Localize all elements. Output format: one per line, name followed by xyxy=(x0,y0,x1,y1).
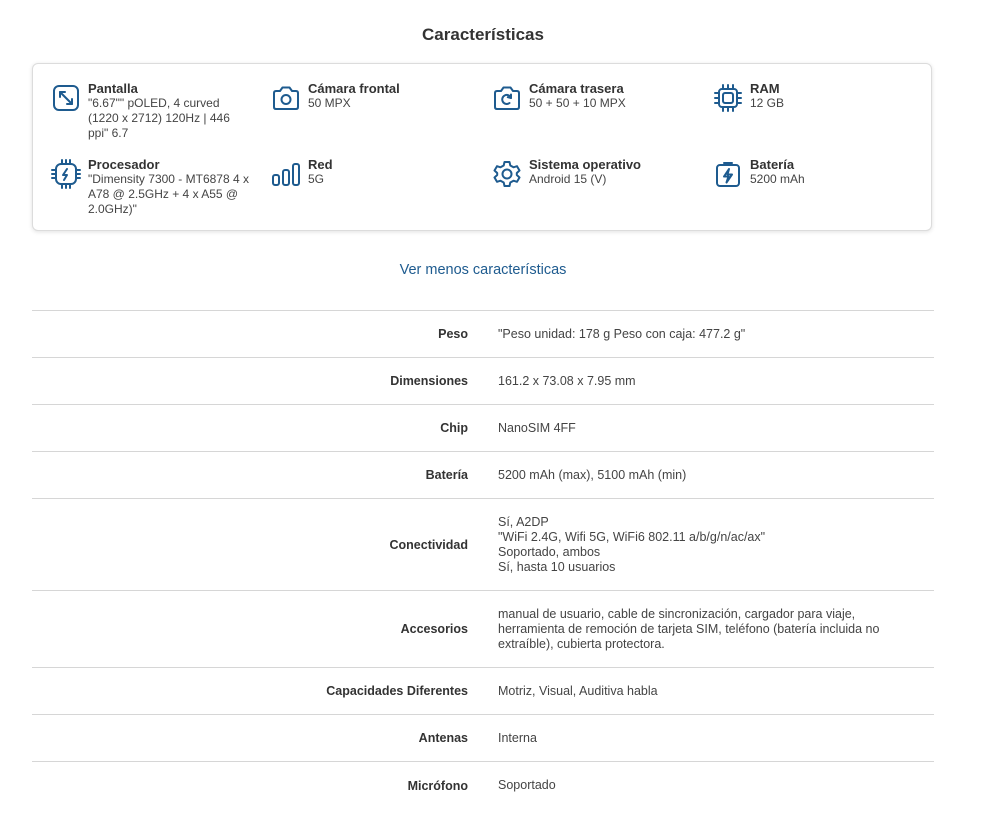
spec-key: Chip xyxy=(440,421,468,435)
table-row xyxy=(32,762,934,809)
feature-label: Batería xyxy=(750,157,795,172)
spec-key: Capacidades Diferentes xyxy=(326,684,468,698)
feature-label: Red xyxy=(308,157,333,172)
feature-pantalla xyxy=(51,81,253,141)
spec-value-line: Sí, A2DP xyxy=(498,514,549,529)
spec-value-line: Interna xyxy=(498,730,537,745)
features-card xyxy=(32,63,932,231)
table-row xyxy=(32,452,934,499)
spec-value xyxy=(498,421,908,436)
feature-value: Android 15 (V) xyxy=(529,172,607,186)
table-row xyxy=(32,715,934,762)
spec-value xyxy=(498,515,908,575)
feature-label: Procesador xyxy=(88,157,160,172)
spec-key: Micrófono xyxy=(407,778,468,793)
feature-procesador xyxy=(51,157,253,217)
feature-value: 5200 mAh xyxy=(750,172,805,186)
feature-value: 50 + 50 + 10 MPX xyxy=(529,96,626,110)
feature-value: "6.67"" pOLED, 4 curved (1220 x 2712) 120Hz | 446 ppi" 6.7 xyxy=(88,96,230,140)
processor-icon xyxy=(51,159,81,189)
spec-value xyxy=(498,374,908,389)
spec-key: Dimensiones xyxy=(390,374,468,388)
signal-bars-icon xyxy=(271,159,301,189)
spec-value-line: 5200 mAh (max), 5100 mAh (min) xyxy=(498,467,687,482)
spec-value xyxy=(498,731,908,746)
feature-sistema-operativo xyxy=(492,157,694,189)
table-row xyxy=(32,668,934,715)
table-row xyxy=(32,499,934,591)
feature-camara-frontal xyxy=(271,81,473,113)
feature-value: "Dimensity 7300 - MT6878 4 x A78 @ 2.5GHz + 4 x A55 @ 2.0GHz)" xyxy=(88,172,249,216)
spec-value-line: "Peso unidad: 178 g Peso con caja: 477.2 g" xyxy=(498,326,746,341)
spec-value-line: Soportado, ambos xyxy=(498,544,601,559)
feature-value: 5G xyxy=(308,172,325,186)
feature-value: 50 MPX xyxy=(308,96,351,110)
feature-bateria xyxy=(713,157,915,189)
gear-icon xyxy=(492,159,522,189)
spec-value xyxy=(498,778,908,793)
spec-key: Conectividad xyxy=(389,537,468,552)
camera-icon xyxy=(271,83,301,113)
spec-value-line: Motriz, Visual, Auditiva habla xyxy=(498,683,658,698)
spec-key: Antenas xyxy=(418,731,468,745)
spec-key: Batería xyxy=(425,468,468,482)
spec-value-line: 161.2 x 73.08 x 7.95 mm xyxy=(498,373,636,388)
feature-label: Sistema operativo xyxy=(529,157,641,172)
spec-value xyxy=(498,327,908,342)
table-row xyxy=(32,311,934,358)
spec-value-line: Sí, hasta 10 usuarios xyxy=(498,559,616,574)
table-row xyxy=(32,405,934,452)
spec-value-line: manual de usuario, cable de sincronización, cargador para viaje, herramienta de remoción de tarjeta SIM, teléfono (batería incluida no extraíble), cubierta protectora. xyxy=(498,606,880,651)
feature-red xyxy=(271,157,473,189)
spec-value-line: NanoSIM 4FF xyxy=(498,420,576,435)
battery-charging-icon xyxy=(713,159,743,189)
feature-value: 12 GB xyxy=(750,96,785,110)
feature-label: Cámara trasera xyxy=(529,81,624,96)
spec-key: Accesorios xyxy=(400,622,468,636)
resize-diagonal-icon xyxy=(51,83,81,113)
spec-value xyxy=(498,607,908,652)
feature-label: Cámara frontal xyxy=(308,81,400,96)
spec-key: Peso xyxy=(438,327,468,341)
section-title: Características xyxy=(422,25,544,44)
feature-camara-trasera xyxy=(492,81,694,113)
spec-value-line: Soportado xyxy=(498,778,556,792)
table-row xyxy=(32,591,934,668)
spec-value xyxy=(498,468,908,483)
feature-label: RAM xyxy=(750,81,780,96)
feature-ram xyxy=(713,81,915,113)
feature-label: Pantalla xyxy=(88,81,138,96)
memory-chip-icon xyxy=(713,83,743,113)
table-row xyxy=(32,358,934,405)
camera-rotate-icon xyxy=(492,83,522,113)
toggle-features-link[interactable]: Ver menos características xyxy=(399,262,567,278)
spec-value-line: "WiFi 2.4G, Wifi 5G, WiFi6 802.11 a/b/g/n/ac/ax" xyxy=(498,529,766,544)
spec-value xyxy=(498,684,908,699)
specs-table xyxy=(32,310,934,809)
